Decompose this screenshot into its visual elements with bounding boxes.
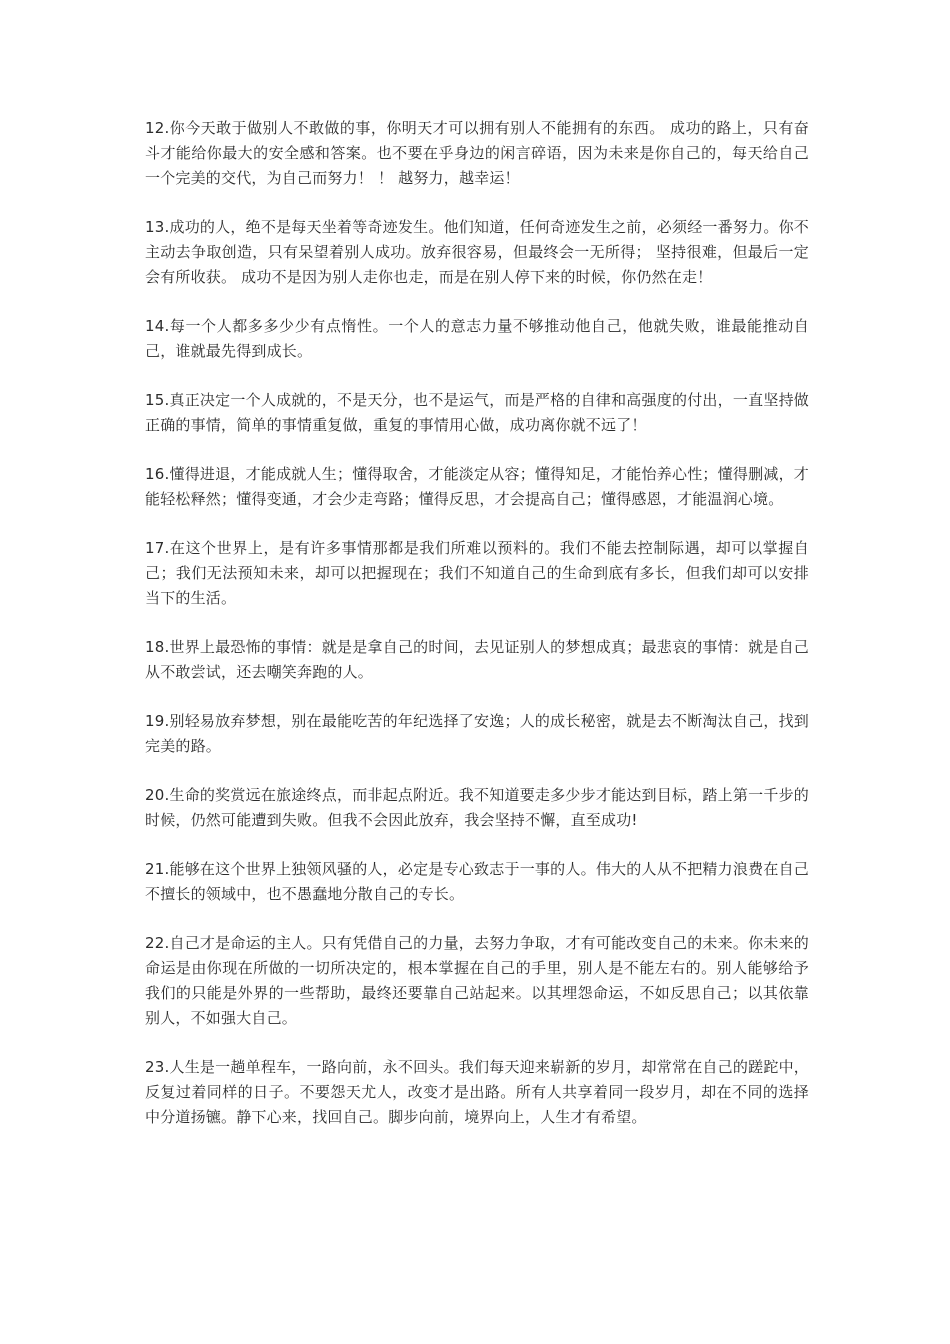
paragraph-12: 12.你今天敢于做别人不敢做的事，你明天才可以拥有别人不能拥有的东西。 成功的路上，只有奋斗才能给你最大的安全感和答案。也不要在乎身边的闲言碎语，因为未来是你自己的，每天给自己一个完美的交代，为自己而努力！ ！ 越努力，越幸运！	[145, 119, 809, 187]
paragraph-23: 23.人生是一趟单程车，一路向前，永不回头。我们每天迎来崭新的岁月，却常常在自己的蹉跎中，反复过着同样的日子。不要怨天尤人，改变才是出路。所有人共享着同一段岁月，却在不同的选择中分道扬镳。静下心来，找回自己。脚步向前，境界向上，人生才有希望。	[145, 1058, 809, 1126]
paragraph-16: 16.懂得进退，才能成就人生；懂得取舍，才能淡定从容；懂得知足，才能怡养心性；懂得删减，才能轻松释然；懂得变通，才会少走弯路；懂得反思，才会提高自己；懂得感恩，才能温润心境。	[145, 465, 809, 508]
paragraph-14: 14.每一个人都多多少少有点惰性。一个人的意志力量不够推动他自己，他就失败，谁最能推动自己，谁就最先得到成长。	[145, 317, 809, 360]
paragraph-15: 15.真正决定一个人成就的，不是天分，也不是运气，而是严格的自律和高强度的付出，一直坚持做正确的事情，简单的事情重复做，重复的事情用心做，成功离你就不远了！	[145, 391, 809, 434]
paragraph-19: 19.别轻易放弃梦想，别在最能吃苦的年纪选择了安逸；人的成长秘密，就是去不断淘汰自己，找到完美的路。	[145, 712, 809, 755]
document-page	[145, 116, 809, 1154]
paragraph-22: 22.自己才是命运的主人。只有凭借自己的力量，去努力争取，才有可能改变自己的未来。你未来的命运是由你现在所做的一切所决定的，根本掌握在自己的手里，别人是不能左右的。别人能够给予我们的只能是外界的一些帮助，最终还要靠自己站起来。以其埋怨命运，不如反思自己；以其依靠别人，不如强大自己。	[145, 934, 809, 1027]
paragraph-21: 21.能够在这个世界上独领风骚的人，必定是专心致志于一事的人。伟大的人从不把精力浪费在自己不擅长的领域中，也不愚蠢地分散自己的专长。	[145, 860, 809, 903]
paragraph-17: 17.在这个世界上，是有许多事情那都是我们所难以预料的。我们不能去控制际遇，却可以掌握自己；我们无法预知未来，却可以把握现在；我们不知道自己的生命到底有多长，但我们却可以安排当下的生活。	[145, 539, 809, 607]
paragraph-13: 13.成功的人，绝不是每天坐着等奇迹发生。他们知道，任何奇迹发生之前，必须经一番努力。你不主动去争取创造，只有呆望着别人成功。放弃很容易，但最终会一无所得； 坚持很难，但最后一定会有所收获。 成功不是因为别人走你也走，而是在别人停下来的时候，你仍然在走！	[145, 218, 809, 286]
paragraph-20: 20.生命的奖赏远在旅途终点，而非起点附近。我不知道要走多少步才能达到目标，踏上第一千步的时候，仍然可能遭到失败。但我不会因此放弃，我会坚持不懈，直至成功!	[145, 786, 809, 829]
paragraph-18: 18.世界上最恐怖的事情：就是是拿自己的时间，去见证别人的梦想成真；最悲哀的事情：就是自己从不敢尝试，还去嘲笑奔跑的人。	[145, 638, 809, 681]
